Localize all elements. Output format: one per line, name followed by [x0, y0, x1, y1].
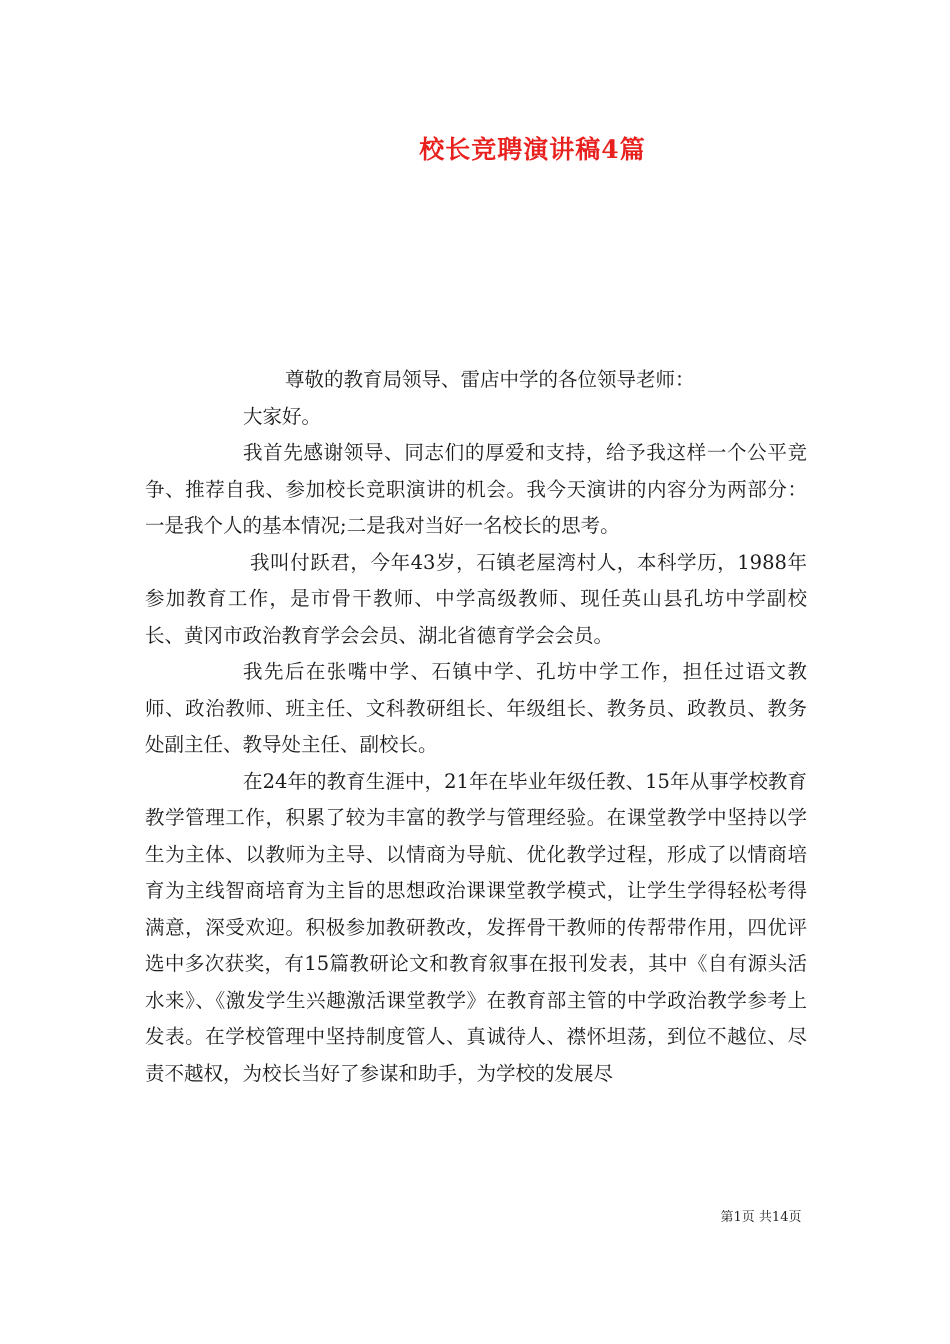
paragraph-2: 我叫付跃君，今年43岁，石镇老屋湾村人，本科学历，1988年参加教育工作，是市骨干教师、中学高级教师、现任英山县孔坊中学副校长、黄冈市政治教育学会会员、湖北省德育学会会员。 [145, 550, 807, 647]
paragraph-1: 我首先感谢领导、同志们的厚爱和支持，给予我这样一个公平竞争、推荐自我、参加校长竞职演讲的机会。我今天演讲的内容分为两部分：一是我个人的基本情况;二是我对当好一名校长的思考。 [145, 441, 807, 537]
paragraph-4: 在24年的教育生涯中，21年在毕业年级任教、15年从事学校教育教学管理工作，积累了较为丰富的教学与管理经验。在课堂教学中坚持以学生为主体、以教师为主导、以情商为导航、优化教学过程，形成了以情商培育为主线智商培育为主旨的思想政治课课堂教学模式，让学生学得轻松考得满意，深受欢迎。积极参加教研教改，发挥骨干教师的传帮带作用，四优评选中多次获奖，有15篇教研论文和教育叙事在报刊发表，其中《自有源头活水来》、《激发学生兴趣激活课堂教学》在教育部主管的中学政治教学参考上发表。在学校管理中坚持制度管人、真诚待人、襟怀坦荡，到位不越位、尽责不越权，为校长当好了参谋和助手，为学校的发展尽 [145, 769, 807, 1085]
document-body [145, 362, 807, 1092]
document-title: 校长竞聘演讲稿4篇 [419, 135, 646, 164]
greeting: 大家好。 [243, 404, 322, 428]
paragraph-3: 我先后在张嘴中学、石镇中学、孔坊中学工作，担任过语文教师、政治教师、班主任、文科教研组长、年级组长、教务员、政教员、教务处副主任、教导处主任、副校长。 [145, 660, 807, 756]
salutation: 尊敬的教育局领导、雷店中学的各位领导老师： [285, 368, 695, 391]
page-footer: 第1页 共14页 [720, 1210, 802, 1225]
